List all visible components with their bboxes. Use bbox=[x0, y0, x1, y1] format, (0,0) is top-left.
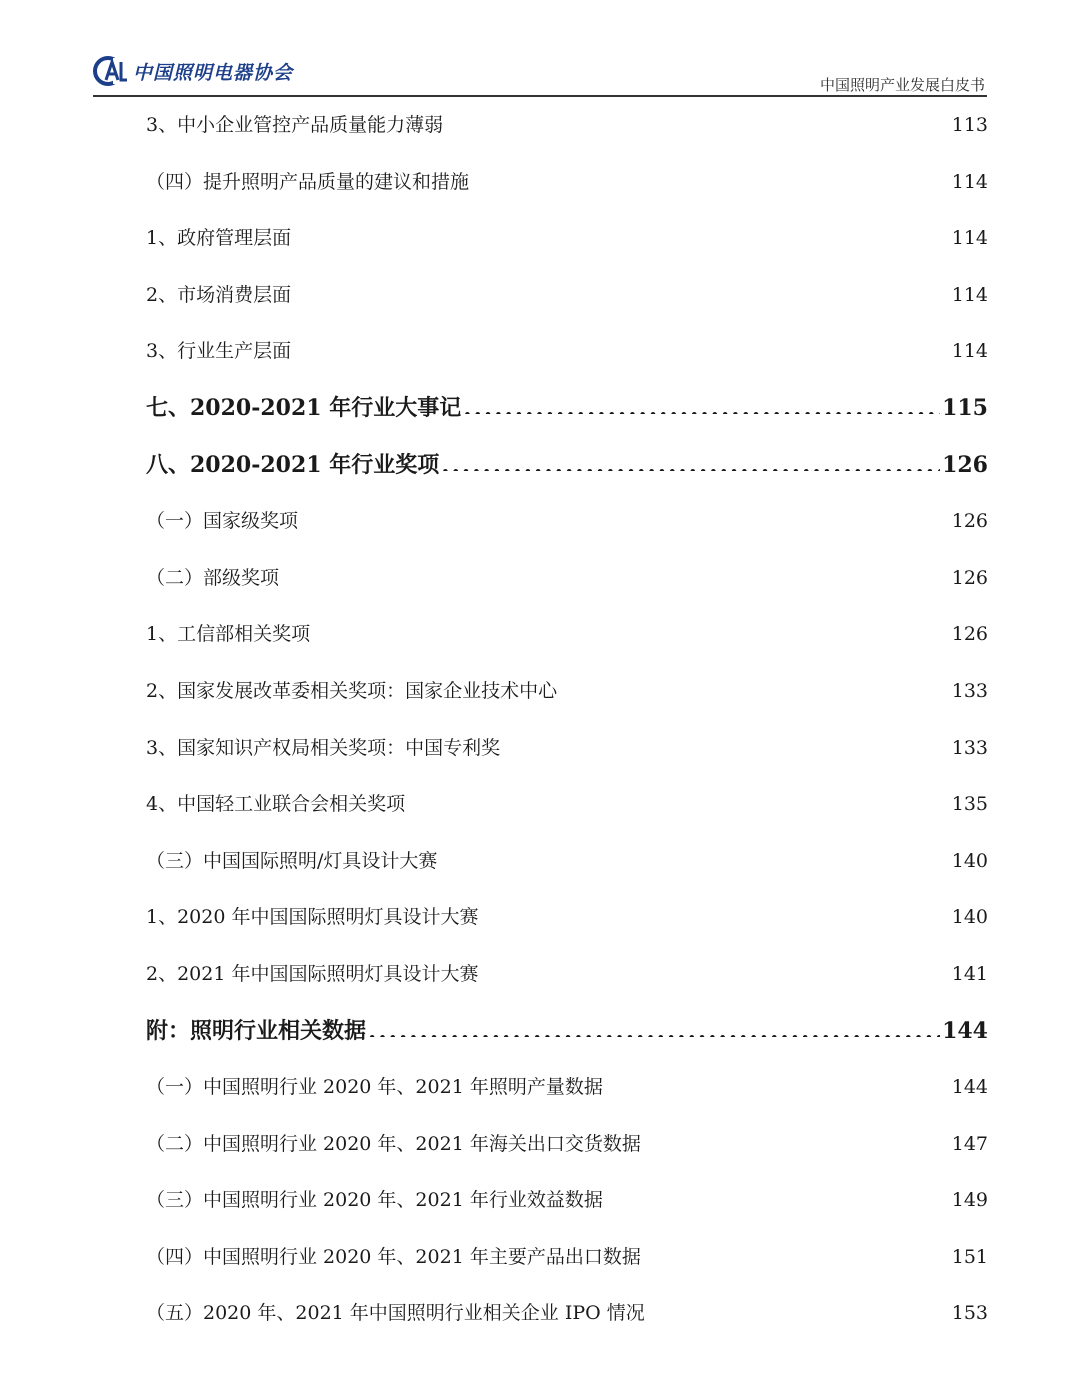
toc-dot-leader bbox=[463, 392, 940, 414]
toc-dot-leader bbox=[480, 960, 949, 979]
toc-dot-leader bbox=[312, 620, 950, 639]
toc-dot-leader bbox=[407, 790, 950, 809]
toc-page-number: 114 bbox=[951, 283, 988, 306]
toc-entry-label: （三）中国照明行业 2020 年、2021 年行业效益数据 bbox=[146, 1189, 603, 1212]
toc-entry-label: （一）中国照明行业 2020 年、2021 年照明产量数据 bbox=[146, 1076, 603, 1099]
toc-dot-leader bbox=[480, 903, 949, 922]
table-of-contents bbox=[146, 103, 988, 1348]
toc-entry-label: 2、市场消费层面 bbox=[146, 283, 292, 306]
toc-entry[interactable] bbox=[146, 726, 988, 783]
toc-dot-leader bbox=[643, 1243, 950, 1262]
toc-entry-label: 七、2020-2021 年行业大事记 bbox=[146, 394, 462, 421]
toc-entry[interactable] bbox=[146, 839, 988, 896]
toc-dot-leader bbox=[300, 507, 950, 526]
toc-entry-label: （三）中国国际照明/灯具设计大赛 bbox=[146, 849, 438, 872]
association-logo bbox=[93, 54, 293, 88]
toc-dot-leader bbox=[605, 1186, 950, 1205]
toc-page-number: 114 bbox=[951, 227, 988, 250]
toc-page-number: 144 bbox=[942, 1017, 988, 1044]
toc-entry-label: 2、国家发展改革委相关奖项：国家企业技术中心 bbox=[146, 679, 558, 702]
toc-dot-leader bbox=[445, 111, 950, 130]
toc-entry[interactable] bbox=[146, 1291, 988, 1348]
toc-entry-label: 1、2020 年中国国际照明灯具设计大赛 bbox=[146, 906, 479, 929]
toc-entry-label: （二）部级奖项 bbox=[146, 566, 280, 589]
toc-page-number: 113 bbox=[951, 114, 988, 136]
toc-entry[interactable] bbox=[146, 782, 988, 839]
header-divider bbox=[93, 95, 987, 97]
toc-entry[interactable] bbox=[146, 669, 988, 726]
toc-page-number: 114 bbox=[951, 340, 988, 363]
toc-page-number: 133 bbox=[951, 736, 988, 759]
toc-page-number: 153 bbox=[951, 1302, 988, 1325]
toc-dot-leader bbox=[281, 564, 950, 583]
toc-entry[interactable] bbox=[146, 952, 988, 1009]
toc-page-number: 133 bbox=[951, 679, 988, 702]
toc-page-number: 141 bbox=[951, 962, 988, 985]
toc-entry-label: 4、中国轻工业联合会相关奖项 bbox=[146, 793, 406, 816]
toc-dot-leader bbox=[293, 224, 950, 243]
toc-entry[interactable] bbox=[146, 1235, 988, 1292]
toc-dot-leader bbox=[559, 677, 950, 696]
toc-entry[interactable] bbox=[146, 103, 988, 160]
toc-entry-label: 2、2021 年中国国际照明灯具设计大赛 bbox=[146, 962, 479, 985]
toc-entry[interactable] bbox=[146, 1178, 988, 1235]
page-header bbox=[93, 48, 987, 98]
toc-entry-label: （一）国家级奖项 bbox=[146, 510, 299, 533]
toc-page-number: 151 bbox=[951, 1245, 988, 1268]
toc-entry[interactable] bbox=[146, 1122, 988, 1179]
cali-logo-icon bbox=[93, 54, 129, 88]
toc-entry-label: 3、国家知识产权局相关奖项：中国专利奖 bbox=[146, 736, 501, 759]
toc-entry-label: （五）2020 年、2021 年中国照明行业相关企业 IPO 情况 bbox=[146, 1302, 645, 1325]
toc-dot-leader bbox=[471, 168, 950, 187]
toc-entry[interactable] bbox=[146, 160, 988, 217]
toc-entry-label: （四）中国照明行业 2020 年、2021 年主要产品出口数据 bbox=[146, 1245, 641, 1268]
toc-page-number: 135 bbox=[951, 793, 988, 816]
toc-dot-leader bbox=[502, 734, 950, 753]
toc-page-number: 126 bbox=[951, 510, 988, 533]
toc-entry[interactable] bbox=[146, 1065, 988, 1122]
toc-entry-label: 1、政府管理层面 bbox=[146, 227, 292, 250]
toc-entry[interactable] bbox=[146, 1009, 988, 1066]
toc-dot-leader bbox=[293, 281, 950, 300]
toc-dot-leader bbox=[293, 337, 950, 356]
toc-entry[interactable] bbox=[146, 556, 988, 613]
toc-entry-label: 3、行业生产层面 bbox=[146, 340, 292, 363]
toc-entry-label: （二）中国照明行业 2020 年、2021 年海关出口交货数据 bbox=[146, 1132, 641, 1155]
toc-entry[interactable] bbox=[146, 499, 988, 556]
toc-entry[interactable] bbox=[146, 329, 988, 386]
toc-entry[interactable] bbox=[146, 216, 988, 273]
toc-entry-label: 八、2020-2021 年行业奖项 bbox=[146, 451, 440, 478]
logo-text: 中国照明电器协会 bbox=[133, 61, 294, 84]
toc-page-number: 114 bbox=[951, 170, 988, 193]
toc-dot-leader bbox=[605, 1073, 950, 1092]
toc-page-number: 149 bbox=[951, 1189, 988, 1212]
toc-page-number: 126 bbox=[942, 451, 988, 478]
toc-page-number: 126 bbox=[951, 623, 988, 646]
toc-entry-label: （四）提升照明产品质量的建议和措施 bbox=[146, 170, 470, 193]
toc-dot-leader bbox=[643, 1130, 950, 1149]
toc-page-number: 140 bbox=[951, 849, 988, 872]
toc-dot-leader bbox=[439, 847, 949, 866]
toc-dot-leader bbox=[368, 1015, 940, 1037]
toc-page-number: 115 bbox=[942, 394, 988, 421]
toc-entry-label: 附：照明行业相关数据 bbox=[146, 1017, 367, 1044]
toc-entry[interactable] bbox=[146, 895, 988, 952]
toc-entry[interactable] bbox=[146, 612, 988, 669]
toc-dot-leader bbox=[647, 1299, 950, 1318]
toc-entry[interactable] bbox=[146, 386, 988, 443]
toc-entry-label: 1、工信部相关奖项 bbox=[146, 623, 311, 646]
toc-entry[interactable] bbox=[146, 273, 988, 330]
toc-page-number: 126 bbox=[951, 566, 988, 589]
document-title: 中国照明产业发展白皮书 bbox=[819, 76, 985, 94]
toc-page-number: 147 bbox=[951, 1132, 988, 1155]
toc-page-number: 140 bbox=[951, 906, 988, 929]
toc-page-number: 144 bbox=[951, 1076, 988, 1099]
toc-dot-leader bbox=[441, 449, 940, 471]
toc-entry-label: 3、中小企业管控产品质量能力薄弱 bbox=[146, 114, 444, 136]
toc-entry[interactable] bbox=[146, 443, 988, 500]
